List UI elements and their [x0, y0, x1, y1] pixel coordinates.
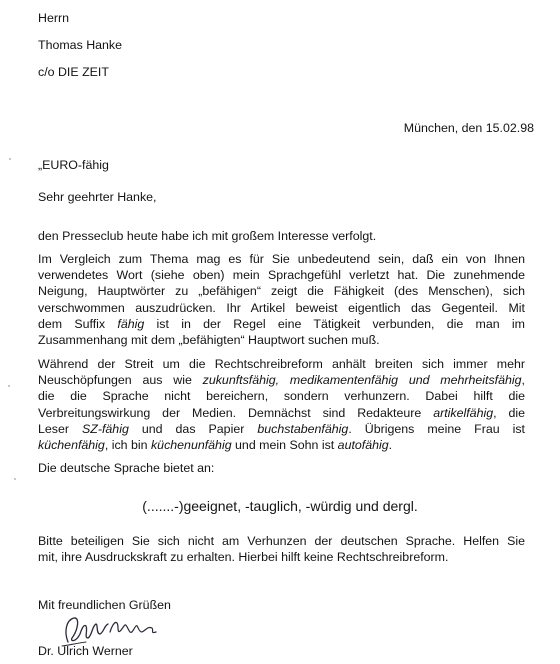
paragraph-3-line-3: die die Sprache nicht bereichern, sondern verhunzern. Dabei hilft die [38, 389, 525, 404]
paragraph-5-line-2: mit, ihre Ausdruckskraft zu erhalten. Hierbei hilft keine Rechtschreibreform. [38, 550, 449, 565]
paragraph-3-line-5: Leser SZ-fähig und das Papier buchstabenfähig. Übrigens meine Frau ist [38, 421, 525, 436]
paragraph-3-line-2: Neuschöpfungen aus wie zukunftsfähig, medikamentenfähig und mehrheitsfähig, [38, 373, 525, 388]
paragraph-3-line-4: Verbreitungswirkung der Medien. Demnächst sind Redakteure artikelfähig, die [38, 405, 525, 420]
italic-term: artikelfähig [433, 405, 494, 420]
suffix-examples: (.......-)geeignet, -tauglich, -würdig und dergl. [142, 498, 418, 514]
recipient-address: c/o DIE ZEIT [38, 65, 109, 79]
paragraph-2 [38, 251, 525, 348]
recipient-name: Thomas Hanke [38, 38, 123, 52]
italic-term: küchenfähig [38, 438, 105, 453]
paragraph-5 [38, 533, 525, 565]
italic-term: buchstabenfähig [257, 421, 349, 436]
italic-term: SZ-fähig [82, 421, 129, 436]
scan-speck [14, 478, 16, 480]
paragraph-2-line-3: Neigung, Hauptwörter zu „befähigen“ zeigt die Fähigkeit (des Menschen), sich [38, 284, 525, 299]
paragraph-3-line-1: Während der Streit um die Rechtschreibreform anhält breiten sich immer mehr [38, 357, 525, 371]
subject-line: „EURO-fähig [38, 158, 109, 172]
paragraph-2-line-2: verwendetes Wort (siehe oben) mein Sprachgefühl verletzt hat. Die zunehmende [38, 268, 525, 283]
paragraph-1: den Presseclub heute habe ich mit großem Interesse verfolgt. [38, 229, 377, 243]
paragraph-2-line-6: Zusammenhang mit dem „befähigten“ Hauptwort suchen muß. [38, 333, 380, 348]
italic-term: küchenunfähig [150, 438, 232, 453]
closing: Mit freundlichen Grüßen [38, 598, 171, 612]
recipient-salutation: Herrn [38, 11, 69, 25]
italic-term: zukunftsfähig, medikamentenfähig und mehrheitsfähig [202, 373, 522, 388]
paragraph-5-line-1: Bitte beteiligen Sie sich nicht am Verhunzen der deutschen Sprache. Helfen Sie [38, 534, 525, 548]
italic-term: autofähig [337, 438, 389, 453]
date-line: München, den 15.02.98 [403, 121, 534, 135]
italic-term: fähig [117, 316, 145, 331]
paragraph-3 [38, 356, 525, 453]
paragraph-4: Die deutsche Sprache bietet an: [38, 461, 215, 475]
signer-name: Dr. Ulrich Werner [38, 644, 133, 658]
scan-speck [9, 158, 11, 160]
paragraph-2-line-1: Im Vergleich zum Thema mag es für Sie unbedeutend sein, daß ein von Ihnen [38, 252, 525, 266]
paragraph-2-line-5: dem Suffix fähig ist in der Regel eine Tätigkeit verbunden, die man im [38, 316, 525, 331]
greeting: Sehr geehrter Hanke, [38, 190, 157, 204]
paragraph-2-line-4: verschwommen auszudrücken. Ihr Artikel beweist eigentlich das Gegenteil. Mit [38, 300, 525, 315]
paragraph-3-line-6: küchenfähig, ich bin küchenunfähig und mein Sohn ist autofähig. [38, 438, 393, 453]
scan-speck [8, 385, 10, 387]
